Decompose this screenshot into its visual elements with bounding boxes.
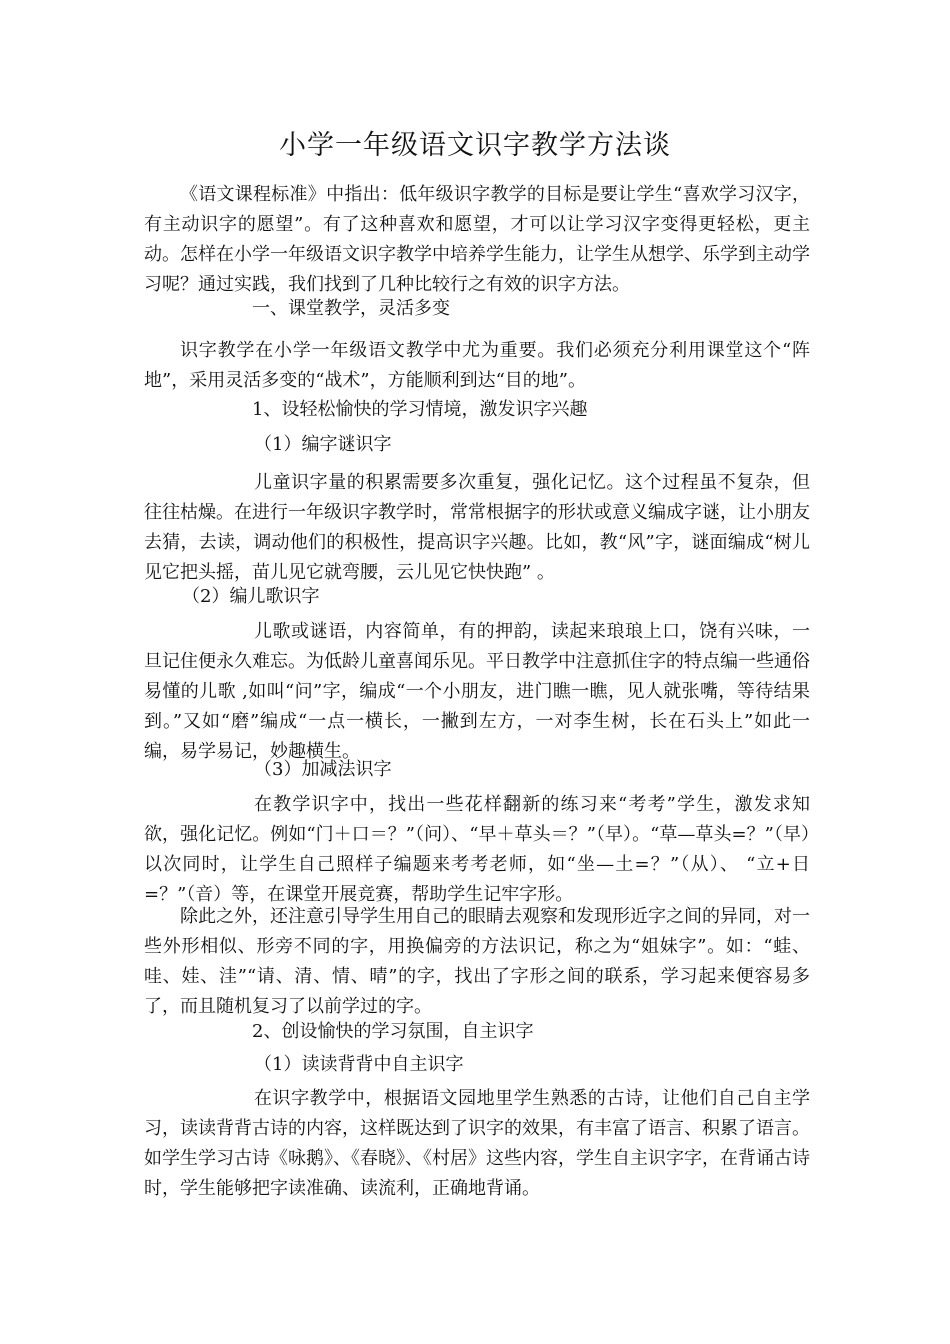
method-2-paragraph [144, 617, 810, 767]
method-1-paragraph [144, 468, 810, 588]
method-3-paragraph [144, 790, 810, 910]
intro-paragraph [144, 180, 810, 300]
paragraph-text: 识字教学在小学一年级语文教学中尤为重要。我们必须充分利用课堂这个“阵地”，采用灵活多变的“战术”，方能顺利到达“目的地”。 [144, 340, 810, 391]
paragraph-text: 《语文课程标准》中指出：低年级识字教学的目标是要让学生“喜欢学习汉字，有主动识字的愿望”。有了这种喜欢和愿望，才可以让学习汉字变得更轻松，更主动。怎样在小学一年级语文识字教学中培养学生能力，让学生从想学、乐学到主动学习呢？通过实践，我们找到了几种比较行之有效的识字方法。 [144, 184, 810, 295]
paragraph-text: 除此之外，还注意引导学生用自己的眼睛去观察和发现形近字之间的异同，对一些外形相似、形旁不同的字，用换偏旁的方法识记，称之为“姐妹字”。如：“蛙、哇、娃、洼”“请、清、情、晴”的字，找出了字形之间的联系，学习起来便容易多了，而且随机复习了以前学过的字。 [144, 906, 810, 1017]
extra-paragraph [144, 902, 810, 1022]
paragraph-text: 儿歌或谜语，内容简单，有的押韵，读起来琅琅上口，饶有兴味，一旦记住便永久难忘。为低龄儿童喜闻乐见。平日教学中注意抓住字的特点编一些通俗易懂的儿歌 ,如叫“问”字，编成“一个小朋友，进门瞧一瞧，见人就张嘴，等待结果到。”又如“磨”编成“一点一横长，一撇到左方，一对李生树，长在石头上”如此一编，易学易记，妙趣横生。 [144, 621, 810, 762]
paragraph-text: 在识字教学中，根据语文园地里学生熟悉的古诗，让他们自己自主学习，读读背背古诗的内容，这样既达到了识字的效果，有丰富了语言、积累了语言。如学生学习古诗《咏鹅》、《春晓》、《村居》这些内容，学生自主识字字，在背诵古诗时，学生能够把字读准确、读流利，正确地背诵。 [144, 1088, 810, 1199]
method-heading-4 [144, 1050, 810, 1080]
heading-text: （1）编字谜识字 [254, 434, 392, 455]
paragraph-text: 在教学识字中，找出一些花样翻新的练习来“考考”学生，激发求知欲，强化记忆。例如“门＋口＝？”（问）、“早＋草头＝？”（早）。“草—草头=？”（早）以次同时，让学生自己照样子编题来考考老师，如“坐—土=？”（从）、 “立+日=？”（音）等，在课堂开展竞赛，帮助学生记牢字形。 [144, 794, 810, 905]
heading-text: 1、设轻松愉快的学习情境，激发识字兴趣 [252, 399, 588, 420]
heading-text: （3）加减法识字 [254, 759, 392, 780]
heading-text: 2、创设愉快的学习氛围，自主识字 [252, 1021, 534, 1042]
method-heading-2 [144, 582, 810, 612]
section-1-paragraph [144, 336, 810, 396]
section-heading-1 [144, 294, 810, 324]
heading-text: （2）编儿歌识字 [182, 586, 320, 607]
paragraph-text: 儿童识字量的积累需要多次重复，强化记忆。这个过程虽不复杂，但往往枯燥。在进行一年级识字教学时，常常根据字的形状或意义编成字谜，让小朋友去猜，去读，调动他们的积极性，提高识字兴趣。比如，教“风”字，谜面编成“树儿见它把头摇，苗儿见它就弯腰，云儿见它快快跑” 。 [144, 472, 810, 583]
heading-text: （1）读读背背中自主识字 [254, 1054, 464, 1075]
subsection-heading-2 [144, 1017, 810, 1047]
method-4-paragraph [144, 1084, 810, 1204]
method-heading-1 [144, 430, 810, 460]
heading-text: 一、课堂教学，灵活多变 [252, 298, 450, 319]
method-heading-3 [144, 755, 810, 785]
subsection-heading-1 [144, 395, 810, 425]
page-title: 小学一年级语文识字教学方法谈 [279, 130, 671, 161]
